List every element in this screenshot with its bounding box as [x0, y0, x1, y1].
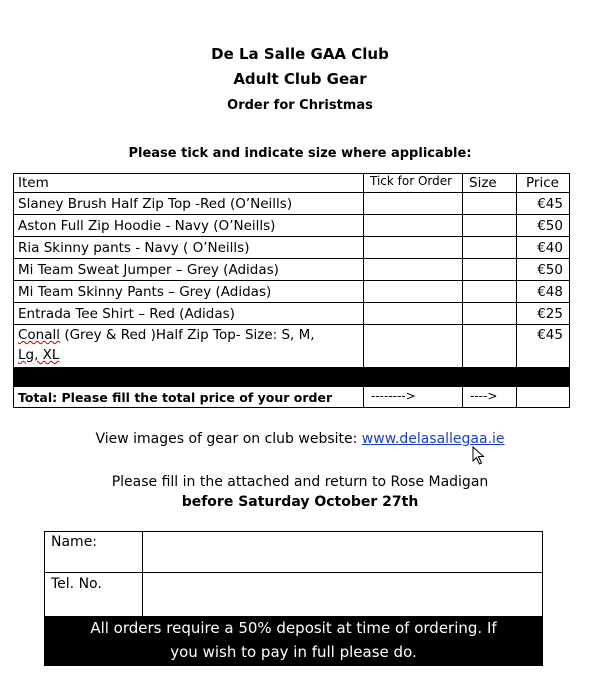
tel-field[interactable] [143, 574, 542, 615]
row-divider [13, 324, 570, 325]
total-arrow: ----> [470, 389, 498, 403]
instruction-text: Please tick and indicate size where applicable: [128, 146, 472, 161]
item-name: Mi Team Sweat Jumper – Grey (Adidas) [18, 262, 279, 278]
contact-row-divider [44, 572, 543, 573]
item-name [18, 327, 315, 343]
website-line [0, 431, 600, 447]
club-title: De La Salle GAA Club [211, 45, 389, 63]
row-divider [13, 173, 570, 174]
column-header-price: Price [526, 175, 559, 191]
spellcheck-word: Conall [18, 327, 61, 343]
return-instruction: Please fill in the attached and return to Rose Madigan [111, 474, 489, 490]
item-name-rest: (Grey & Red )Half Zip Top- Size: S, M, [60, 327, 315, 343]
item-price: €50 [537, 262, 563, 278]
row-divider [13, 214, 570, 215]
item-price: €45 [537, 196, 563, 212]
item-name: Mi Team Skinny Pants – Grey (Adidas) [18, 284, 272, 300]
row-divider [13, 258, 570, 259]
mouse-cursor-icon [472, 446, 486, 466]
tel-label: Tel. No. [51, 576, 102, 592]
deposit-notice [44, 616, 543, 666]
item-name-line2 [18, 347, 59, 363]
table-border-bottom [13, 407, 570, 408]
column-header-size: Size [469, 175, 497, 191]
item-name: Aston Full Zip Hoodie - Navy (O’Neills) [18, 218, 276, 234]
order-title: Order for Christmas [227, 98, 373, 113]
gear-subtitle: Adult Club Gear [233, 70, 367, 88]
return-deadline: before Saturday October 27th [181, 494, 419, 510]
column-header-item: Item [18, 175, 49, 191]
item-price: €25 [537, 306, 563, 322]
name-label: Name: [51, 534, 98, 550]
item-price: €45 [537, 327, 563, 343]
total-arrow: --------> [371, 389, 416, 403]
row-divider [13, 236, 570, 237]
item-name: Entrada Tee Shirt – Red (Adidas) [18, 306, 235, 322]
row-divider [13, 302, 570, 303]
row-divider [13, 192, 570, 193]
item-name: Slaney Brush Half Zip Top -Red (O’Neills) [18, 196, 293, 212]
deposit-line-1: All orders require a 50% deposit at time of ordering. If [90, 619, 497, 637]
total-label: Total: Please fill the total price of your order [18, 390, 333, 405]
column-header-tick: Tick for Order [370, 174, 453, 188]
item-price: €48 [537, 284, 563, 300]
website-prefix: View images of gear on club website: [95, 431, 362, 447]
item-name: Ria Skinny pants - Navy ( O’Neills) [18, 240, 250, 256]
deposit-line-2: you wish to pay in full please do. [170, 643, 417, 661]
order-table [13, 173, 570, 408]
contact-form [44, 531, 543, 666]
item-price: €50 [537, 218, 563, 234]
spellcheck-word: Lg, XL [18, 347, 60, 363]
row-divider [13, 280, 570, 281]
website-link[interactable]: www.delasallegaa.ie [361, 431, 505, 447]
item-price: €40 [537, 240, 563, 256]
name-field[interactable] [143, 532, 542, 572]
black-separator-row [13, 367, 570, 387]
